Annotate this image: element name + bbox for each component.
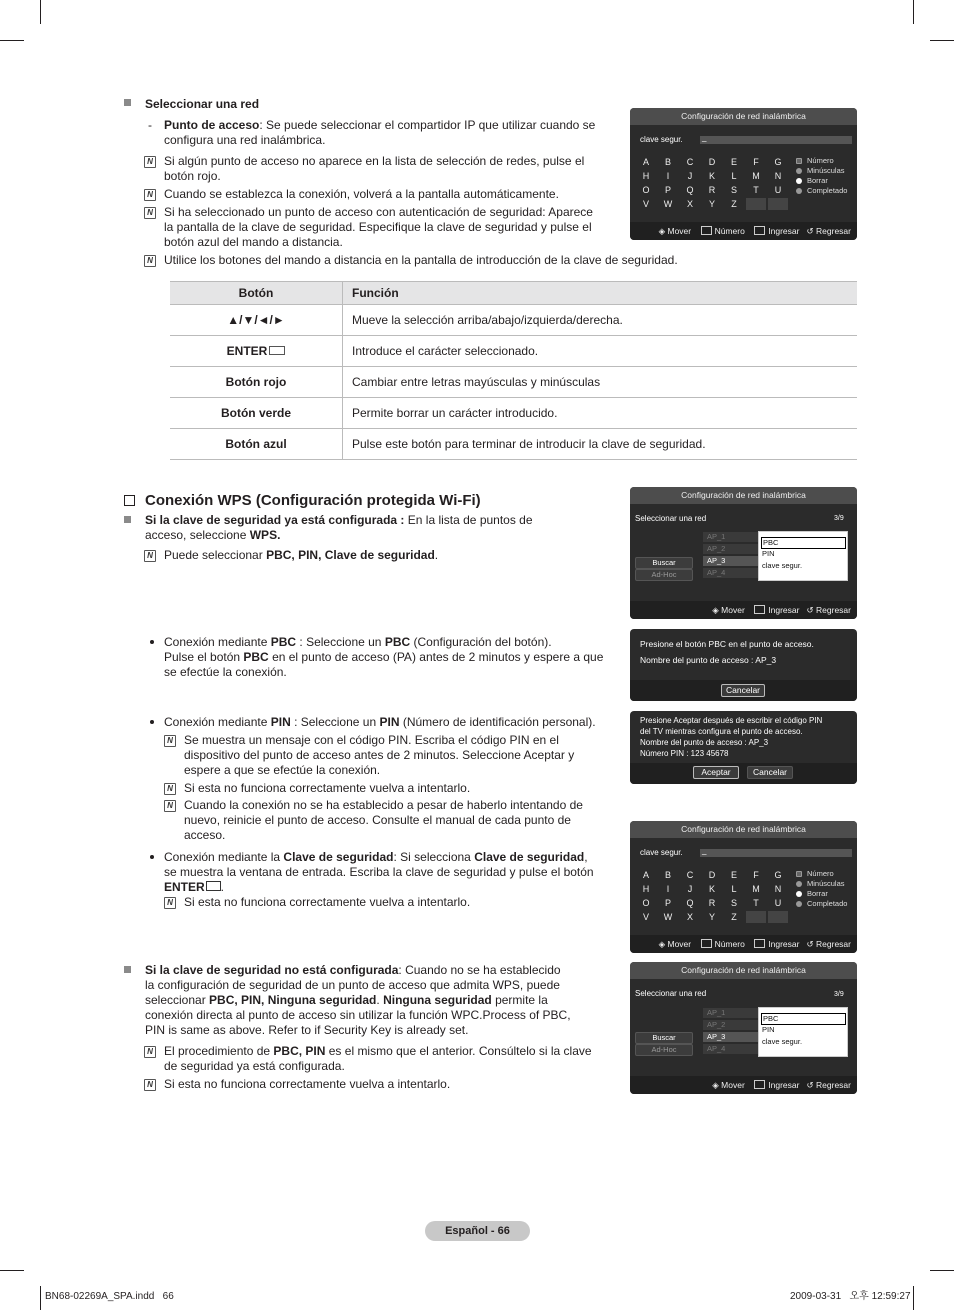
note-icon	[144, 189, 156, 201]
screen-title: Configuración de red inalámbrica	[630, 487, 857, 504]
pbc-paragraph: Conexión mediante PBC : Seleccione un PBC (Configuración del botón). Pulse el botón PBC en el punto de acceso (PA) antes de 2 minutos y espere a que se efectúe la conexión.	[164, 635, 604, 679]
key[interactable]: Q	[686, 898, 694, 908]
move-icon: ◈	[712, 1080, 719, 1090]
note-icon	[164, 800, 176, 812]
option-pbc[interactable]: PBC	[761, 1013, 846, 1025]
square-bullet-icon	[124, 516, 131, 523]
crop-mark	[40, 1286, 41, 1310]
ok-button[interactable]: Aceptar	[693, 766, 739, 779]
key[interactable]: B	[664, 870, 671, 880]
list-item[interactable]: AP_3	[703, 1032, 759, 1042]
key[interactable]: R	[708, 185, 716, 195]
key[interactable]: R	[708, 898, 716, 908]
table-header: Botón	[170, 282, 343, 305]
key[interactable]: Z	[731, 199, 737, 209]
key-blank	[746, 198, 766, 210]
enter-icon	[206, 881, 221, 891]
note-icon	[144, 156, 156, 168]
bullet	[150, 640, 154, 644]
screen-footer: ◈ Mover Ingresar ↺ Regresar	[630, 601, 857, 619]
key[interactable]: J	[687, 884, 693, 894]
key[interactable]: S	[730, 898, 737, 908]
section-heading: Seleccionar una red	[145, 97, 260, 111]
tv-screen-select-network	[630, 487, 857, 619]
access-point-desc: Punto de acceso: Se puede seleccionar el compartidor IP que utilizar cuando se configura una red inalámbrica.	[164, 118, 596, 147]
key[interactable]: O	[642, 185, 650, 195]
key[interactable]: H	[642, 171, 650, 181]
key[interactable]: H	[642, 884, 650, 894]
note-icon	[144, 550, 156, 562]
tv-screen-keyboard: Configuración de red inalámbrica clave segur. _ A B C D E F G H I J K L M N O P Q R S T U V W X Y Z Número Minúsculas Borrar Completado ◈ Mover Número Ingresar ↺ Regresar	[630, 821, 857, 953]
key[interactable]: J	[687, 171, 693, 181]
tv-screen-pin	[630, 711, 857, 784]
key[interactable]: K	[708, 884, 715, 894]
field-label: clave segur.	[640, 135, 683, 144]
button-function-table	[170, 281, 857, 460]
option-pin[interactable]: PIN	[762, 549, 775, 558]
key[interactable]: F	[753, 870, 759, 880]
key[interactable]: I	[666, 171, 670, 181]
screen-label: Seleccionar una red	[635, 514, 707, 523]
tv-screen-keyboard: Configuración de red inalámbrica clave segur. _ A B C D E F G H I J K L M N O P Q R S T U V W X Y Z Número Minúsculas Borrar Completado ◈ Mover Número Ingresar ↺ Regresar	[630, 108, 857, 240]
crop-mark	[0, 1270, 24, 1271]
key[interactable]: L	[731, 884, 737, 894]
wps-options-popup	[758, 531, 848, 581]
key[interactable]: V	[642, 199, 649, 209]
key[interactable]: O	[642, 898, 650, 908]
screen-footer: ◈ Mover Número Ingresar ↺ Regresar	[630, 935, 857, 953]
list-item[interactable]: AP_1	[703, 1008, 759, 1018]
key[interactable]: U	[774, 898, 782, 908]
note-icon	[164, 783, 176, 795]
option-pin[interactable]: PIN	[762, 1025, 775, 1034]
checkbox-icon	[124, 495, 135, 506]
key[interactable]: N	[774, 884, 782, 894]
key[interactable]: G	[774, 157, 782, 167]
key[interactable]: N	[774, 171, 782, 181]
list-item[interactable]: AP_4	[703, 568, 759, 578]
search-button[interactable]: Buscar	[635, 557, 693, 569]
square-bullet-icon	[124, 966, 131, 973]
screen-label: Seleccionar una red	[635, 989, 707, 998]
tv-screen-pbc	[630, 629, 857, 701]
crop-mark	[930, 40, 954, 41]
crop-mark	[0, 40, 24, 41]
note-icon	[144, 207, 156, 219]
section-title: Conexión WPS (Configuración protegida Wi-Fi)	[145, 492, 481, 509]
bullet	[150, 720, 154, 724]
note-text: Puede seleccionar PBC, PIN, Clave de seguridad.	[164, 548, 439, 562]
bullet	[150, 855, 154, 859]
key-blank	[746, 911, 766, 923]
key[interactable]: E	[730, 870, 737, 880]
page-indicator: 3/9	[834, 991, 844, 998]
key[interactable]: Y	[708, 199, 715, 209]
key[interactable]: S	[730, 185, 737, 195]
key[interactable]: W	[663, 912, 673, 922]
note-icon	[144, 1046, 156, 1058]
key[interactable]: L	[731, 171, 737, 181]
tv-screen-select-network	[630, 962, 857, 1094]
key[interactable]: U	[774, 185, 782, 195]
table-header: Función	[343, 282, 858, 305]
message-text: Presione Aceptar después de escribir el código PIN del TV mientras configura el punto de acceso. Nombre del punto de acceso : AP_3 Número PIN : 123 45678	[640, 716, 823, 758]
return-icon: ↺	[806, 226, 814, 236]
number-icon	[701, 939, 712, 948]
page-number: Español - 66	[425, 1221, 530, 1241]
search-button[interactable]: Buscar	[635, 1032, 693, 1044]
file-name: BN68-02269A_SPA.indd 66	[45, 1291, 174, 1302]
note-icon	[164, 735, 176, 747]
key[interactable]: Y	[708, 912, 715, 922]
key[interactable]: C	[686, 157, 694, 167]
key[interactable]: Q	[686, 185, 694, 195]
key[interactable]: G	[774, 870, 782, 880]
page-indicator: 3/9	[834, 515, 844, 522]
list-item[interactable]: AP_4	[703, 1044, 759, 1054]
adhoc-button[interactable]: Ad-Hoc	[635, 1044, 693, 1056]
key-blank	[768, 198, 788, 210]
list-item[interactable]: AP_1	[703, 532, 759, 542]
key[interactable]: A	[642, 157, 649, 167]
key[interactable]: T	[753, 898, 759, 908]
key-blank	[768, 911, 788, 923]
wps-options-popup	[758, 1007, 848, 1057]
print-date: 2009-03-31 오후 12:59:27	[790, 1291, 911, 1302]
option-security-key[interactable]: clave segur.	[762, 1037, 803, 1046]
screen-title: Configuración de red inalámbrica	[630, 962, 857, 979]
note-icon	[144, 255, 156, 267]
key[interactable]: P	[664, 898, 671, 908]
note-text: Si ha seleccionado un punto de acceso con autenticación de seguridad: Aparece la pantalla de la clave de seguridad. Especifique la clave de seguridad y pulse el botón azul del mando a distancia.	[164, 205, 593, 249]
key[interactable]: E	[730, 157, 737, 167]
crop-mark	[913, 0, 914, 24]
key[interactable]: K	[708, 171, 715, 181]
key[interactable]: W	[663, 199, 673, 209]
square-bullet-icon	[124, 99, 131, 106]
key[interactable]: B	[664, 157, 671, 167]
key[interactable]: D	[708, 157, 716, 167]
key[interactable]: P	[664, 185, 671, 195]
note-text: Si esta no funciona correctamente vuelva a intentarlo.	[164, 1077, 451, 1091]
key-field[interactable]: _	[700, 849, 852, 857]
key[interactable]: D	[708, 870, 716, 880]
list-item[interactable]: AP_2	[703, 1020, 759, 1030]
adhoc-button[interactable]: Ad-Hoc	[635, 569, 693, 581]
crop-mark	[930, 1270, 954, 1271]
table-row: Botón azul Pulse este botón para terminar de introducir la clave de seguridad.	[170, 429, 857, 460]
cancel-button[interactable]: Cancelar	[747, 766, 793, 779]
key[interactable]: M	[752, 171, 760, 181]
field-label: clave segur.	[640, 848, 683, 857]
key[interactable]: A	[642, 870, 649, 880]
move-icon: ◈	[658, 939, 666, 949]
paragraph: Si la clave de seguridad no está configurada: Cuando no se ha establecido la configuración de seguridad de un punto de acceso que admita WPS, puede seleccionar PBC, PIN, Ninguna seguridad. Ninguna seguridad permite la conexión directa al punto de acceso sin utilizar la función WPC.Process of PBC, PIN is same as above. Refer to if Security Key is already set.	[145, 963, 571, 1037]
crop-mark	[913, 1286, 914, 1310]
key-field[interactable]: _	[700, 136, 852, 144]
table-row: ENTER Introduce el carácter seleccionado.	[170, 336, 857, 367]
screen-footer: ◈ Mover Ingresar ↺ Regresar	[630, 1076, 857, 1094]
key[interactable]: I	[666, 884, 670, 894]
table-row: Botón verde Permite borrar un carácter introducido.	[170, 398, 857, 429]
return-icon: ↺	[806, 939, 814, 949]
return-icon: ↺	[806, 605, 814, 615]
move-icon: ◈	[658, 226, 666, 236]
number-icon	[701, 226, 712, 235]
enter-icon	[754, 1080, 765, 1089]
table-row: ▲/▼/◄/► Mueve la selección arriba/abajo/izquierda/derecha.	[170, 305, 857, 336]
screen-footer: ◈ Mover Número Ingresar ↺ Regresar	[630, 222, 857, 240]
enter-icon	[269, 346, 285, 355]
note-text: Si esta no funciona correctamente vuelva a intentarlo.	[184, 781, 471, 795]
table-row: Botón rojo Cambiar entre letras mayúsculas y minúsculas	[170, 367, 857, 398]
note-text: Se muestra un mensaje con el código PIN. Escriba el código PIN en el dispositivo del punto de acceso antes de 2 minutos. Seleccione Aceptar y espere a que se efectúe la conexión.	[184, 733, 575, 777]
enter-icon	[754, 605, 765, 614]
key[interactable]: T	[753, 185, 759, 195]
paragraph: Si la clave de seguridad ya está configurada : En la lista de puntos de acceso, seleccione WPS.	[145, 513, 533, 542]
move-icon: ◈	[712, 605, 719, 615]
note-icon	[164, 897, 176, 909]
crop-mark	[40, 0, 41, 24]
dash: -	[148, 118, 152, 132]
enter-icon	[754, 226, 765, 235]
option-security-key[interactable]: clave segur.	[762, 561, 803, 570]
note-icon	[144, 1079, 156, 1091]
key[interactable]: F	[753, 157, 759, 167]
key[interactable]: C	[686, 870, 694, 880]
pin-paragraph: Conexión mediante PIN : Seleccione un PIN (Número de identificación personal).	[164, 715, 596, 729]
note-text: Cuando la conexión no se ha establecido a pesar de haberlo intentando de nuevo, reinicie el punto de acceso. Consulte el manual de cada punto de acceso.	[184, 798, 583, 842]
note-text: Si algún punto de acceso no aparece en la lista de selección de redes, pulse el botón rojo.	[164, 154, 585, 183]
screen-title: Configuración de red inalámbrica	[630, 821, 857, 838]
list-item[interactable]: AP_2	[703, 544, 759, 554]
screen-title: Configuración de red inalámbrica	[630, 108, 857, 125]
note-text: Utilice los botones del mando a distancia en la pantalla de introducción de la clave de seguridad.	[164, 253, 678, 267]
cancel-button[interactable]: Cancelar	[721, 684, 765, 697]
note-text: El procedimiento de PBC, PIN es el mismo que el anterior. Consúltelo si la clave de seguridad ya está configurada.	[164, 1044, 592, 1073]
security-key-paragraph: Conexión mediante la Clave de seguridad: Si selecciona Clave de seguridad, se muestra la ventana de entrada. Escriba la clave de seguridad y pulse el botón ENTER .	[164, 850, 594, 894]
note-text: Cuando se establezca la conexión, volverá a la pantalla automáticamente.	[164, 187, 559, 201]
key[interactable]: V	[642, 912, 649, 922]
note-text: Si esta no funciona correctamente vuelva a intentarlo.	[184, 895, 471, 909]
key[interactable]: M	[752, 884, 760, 894]
list-item[interactable]: AP_3	[703, 556, 759, 566]
return-icon: ↺	[806, 1080, 814, 1090]
option-pbc[interactable]: PBC	[761, 537, 846, 549]
enter-icon	[754, 939, 765, 948]
key[interactable]: X	[686, 912, 693, 922]
key[interactable]: Z	[731, 912, 737, 922]
message-text: Presione el botón PBC en el punto de acceso.	[640, 639, 814, 649]
key[interactable]: X	[686, 199, 693, 209]
message-text: Nombre del punto de acceso : AP_3	[640, 655, 777, 665]
